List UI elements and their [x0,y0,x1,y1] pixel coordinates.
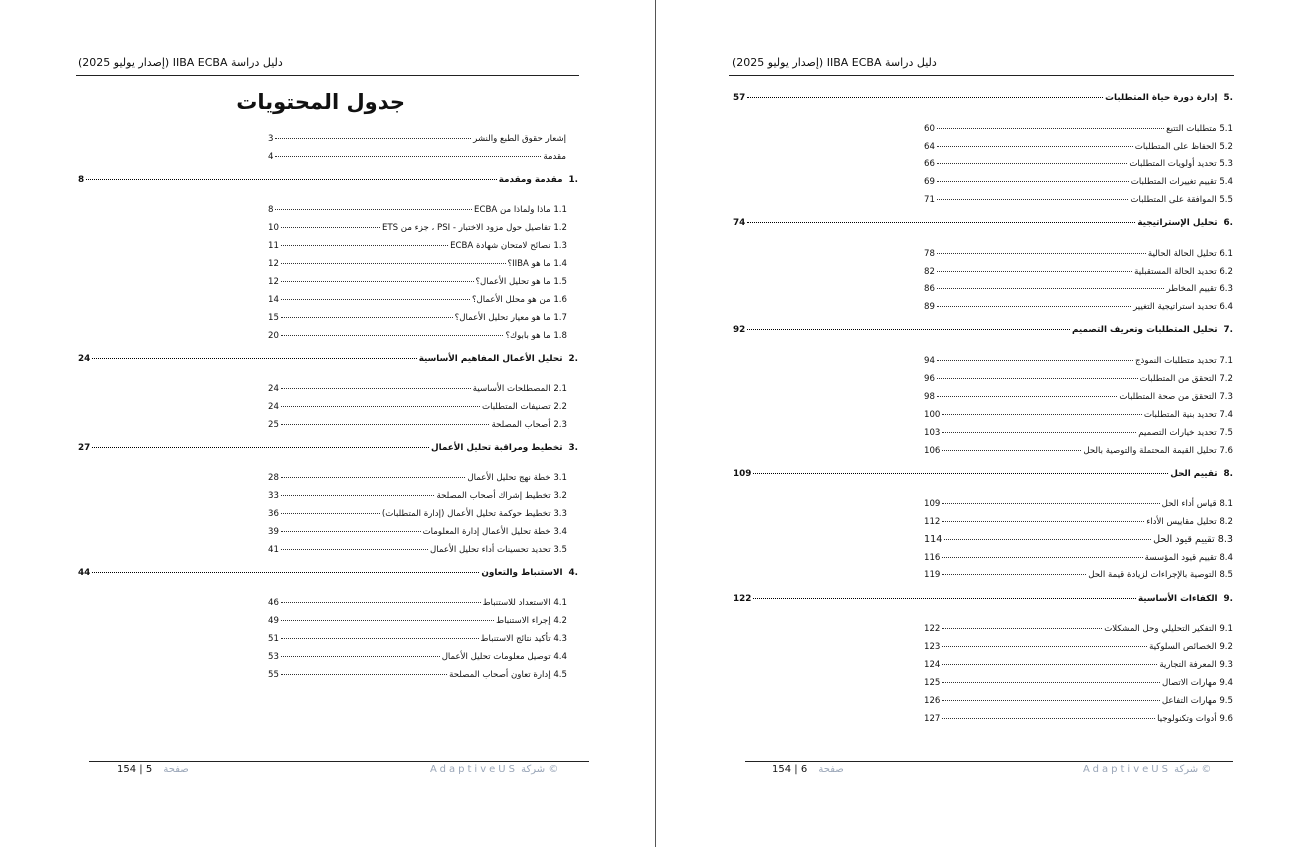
page-number: 154 | 6 صفحة [772,764,844,775]
toc-entry[interactable]: 5.4 تقييم تغييرات المتطلبات 69 [924,173,1233,188]
dot-leader [937,350,1133,361]
toc-entry[interactable]: 6.1 تحليل الحالة الحالية 78 [924,245,1233,260]
toc-entry[interactable]: 4.1 الاستعداد للاستنباط 46 [268,594,567,609]
dot-leader [937,386,1117,397]
dot-leader [944,529,1151,540]
toc-entry[interactable]: 2.3 أصحاب المصلحة 25 [268,416,567,431]
footer-divider [89,761,589,762]
toc-entry[interactable]: 1.3 نصائح لامتحان شهادة ECBA 11 [268,237,567,252]
dot-leader [937,296,1131,307]
toc-entry[interactable]: 8.2 تحليل مقاييس الأداء 112 [924,513,1233,528]
toc-entry[interactable]: 3.4 خطة تحليل الأعمال إدارة المعلومات 39 [268,523,567,538]
dot-leader [281,503,380,514]
dot-leader [281,414,490,425]
toc-chapter-6[interactable]: 6. تحليل الإستراتيجية 74 [733,214,1233,229]
footer-company: © شركة AdaptiveUS [1083,764,1212,775]
toc-entry[interactable]: 2.1 المصطلحات الأساسية 24 [268,380,567,395]
toc-entry[interactable]: 4.2 إجراء الاستنباط 49 [268,612,567,627]
dot-leader [942,708,1155,719]
toc-chapter-1[interactable]: 1. مقدمة ومقدمة 8 [78,171,578,186]
dot-leader [275,128,471,139]
toc-entry[interactable]: 1.7 ما هو معيار تحليل الأعمال؟ 15 [268,309,567,324]
toc-title: جدول المحتويات [236,90,405,114]
dot-leader [937,278,1165,289]
dot-leader [937,368,1138,379]
dot-leader [281,521,421,532]
toc-entry[interactable]: 4.4 توصيل معلومات تحليل الأعمال 53 [268,648,567,663]
toc-entry[interactable]: 1.4 ما هو IIBA؟ 12 [268,255,567,270]
toc-entry[interactable]: 3.5 تحديد تحسينات أداء تحليل الأعمال 41 [268,541,567,556]
toc-entry[interactable]: 6.4 تحديد استراتيجية التغيير 89 [924,298,1233,313]
toc-entry[interactable]: 4.5 إدارة تعاون أصحاب المصلحة 55 [268,666,567,681]
dot-leader [86,169,497,180]
toc-entry[interactable]: 2.2 تصنيفات المتطلبات 24 [268,398,567,413]
toc-entry[interactable]: 1.8 ما هو بابوك؟ 20 [268,327,567,342]
dot-leader [942,422,1136,433]
page-header: دليل دراسة IIBA ECBA (إصدار يوليو 2025) [732,56,937,69]
dot-leader [942,511,1144,522]
toc-entry[interactable]: 4.3 تأكيد نتائج الاستنباط 51 [268,630,567,645]
dot-leader [281,646,440,657]
dot-leader [281,628,479,639]
dot-leader [281,271,474,282]
toc-entry[interactable]: 7.2 التحقق من المتطلبات 96 [924,370,1233,385]
toc-entry[interactable]: 9.4 مهارات الاتصال 125 [924,674,1233,689]
toc-chapter-8[interactable]: 8. تقييم الحل 109 [733,465,1233,480]
dot-leader [281,664,447,675]
toc-entry[interactable]: 1.5 ما هو تحليل الأعمال؟ 12 [268,273,567,288]
toc-entry-introduction[interactable]: مقدمة 4 [268,148,566,163]
toc-entry[interactable]: 1.2 تفاصيل حول مزود الاختبار - PSI ، جزء من ETS 10 [268,219,567,234]
dot-leader [937,118,1164,129]
dot-leader [281,253,506,264]
header-divider [729,75,1234,76]
dot-leader [942,404,1141,415]
toc-entry[interactable]: 9.1 التفكير التحليلي وحل المشكلات 122 [924,620,1233,635]
dot-leader [747,319,1070,330]
toc-entry[interactable]: 1.1 ماذا ولماذا من ECBA 8 [268,201,567,216]
dot-leader [937,261,1132,272]
toc-entry[interactable]: 6.2 تحديد الحالة المستقبلية 82 [924,263,1233,278]
dot-leader [942,690,1159,701]
dot-leader [275,199,472,210]
dot-leader [281,378,471,389]
toc-entry[interactable]: 8.4 تقييم قيود المؤسسة 116 [924,549,1233,564]
dot-leader [747,87,1103,98]
page-header: دليل دراسة IIBA ECBA (إصدار يوليو 2025) [78,56,283,69]
toc-chapter-5[interactable]: 5. إدارة دورة حياة المتطلبات 57 [733,89,1233,104]
dot-leader [942,654,1157,665]
footer-divider [745,761,1233,762]
toc-entry[interactable]: 5.2 الحفاظ على المتطلبات 64 [924,138,1233,153]
dot-leader [753,588,1136,599]
dot-leader [753,463,1168,474]
dot-leader [281,539,428,550]
dot-leader [281,592,481,603]
dot-leader [937,153,1127,164]
dot-leader [281,396,480,407]
dot-leader [942,493,1159,504]
toc-entry[interactable]: 6.3 تقييم المخاطر 86 [924,280,1233,295]
dot-leader [937,171,1129,182]
page-number: 154 | 5 صفحة [117,764,189,775]
dot-leader [937,136,1133,147]
dot-leader [281,307,453,318]
header-divider [76,75,579,76]
toc-entry[interactable]: 9.3 المعرفة التجارية 124 [924,656,1233,671]
dot-leader [937,189,1128,200]
toc-entry[interactable]: 8.1 قياس أداء الحل 109 [924,495,1233,510]
dot-leader [275,146,541,157]
footer-company: © شركة AdaptiveUS [430,764,559,775]
dot-leader [281,610,494,621]
toc-entry[interactable]: 1.6 من هو محلل الأعمال؟ 14 [268,291,567,306]
dot-leader [92,348,416,359]
toc-entry[interactable]: 5.5 الموافقة على المتطلبات 71 [924,191,1233,206]
toc-chapter-2[interactable]: 2. تحليل الأعمال المفاهيم الأساسية 24 [78,350,578,365]
toc-entry[interactable]: 5.3 تحديد أولويات المتطلبات 66 [924,155,1233,170]
dot-leader [942,636,1147,647]
toc-chapter-9[interactable]: 9. الكفاءات الأساسية 122 [733,590,1233,605]
dot-leader [281,235,448,246]
dot-leader [937,243,1146,254]
dot-leader [92,437,429,448]
dot-leader [942,564,1086,575]
dot-leader [747,212,1135,223]
document-page-right [655,0,1310,847]
toc-entry[interactable]: 9.2 الخصائص السلوكية 123 [924,638,1233,653]
toc-entry[interactable]: 3.1 خطة نهج تحليل الأعمال 28 [268,469,567,484]
toc-entry[interactable]: 3.2 تخطيط إشراك أصحاب المصلحة 33 [268,487,567,502]
toc-entry[interactable]: 8.5 التوصية بالإجراءات لزيادة قيمة الحل 119 [924,566,1233,581]
toc-entry[interactable]: 8.3 تقييم قيود الحل 114 [924,531,1233,546]
dot-leader [942,440,1081,451]
toc-entry[interactable]: 9.5 مهارات التفاعل 126 [924,692,1233,707]
dot-leader [942,672,1160,683]
toc-entry[interactable]: 7.1 تحديد متطلبات النموذج 94 [924,352,1233,367]
dot-leader [942,618,1102,629]
dot-leader [281,485,435,496]
dot-leader [281,289,470,300]
toc-chapter-3[interactable]: 3. تخطيط ومراقبة تحليل الأعمال 27 [78,439,578,454]
toc-entry[interactable]: 5.1 متطلبات التتبع 60 [924,120,1233,135]
toc-entry-copyright[interactable]: إشعار حقوق الطبع والنشر 3 [268,130,566,145]
dot-leader [92,562,479,573]
dot-leader [281,217,380,228]
toc-chapter-7[interactable]: 7. تحليل المتطلبات وتعريف التصميم 92 [733,321,1233,336]
toc-entry[interactable]: 9.6 أدوات وتكنولوجيا 127 [924,710,1233,725]
toc-entry[interactable]: 3.3 تخطيط حوكمة تحليل الأعمال (إدارة المتطلبات) 36 [268,505,567,520]
toc-entry[interactable]: 7.6 تحليل القيمة المحتملة والتوصية بالحل 106 [924,442,1233,457]
toc-entry[interactable]: 7.5 تحديد خيارات التصميم 103 [924,424,1233,439]
dot-leader [281,325,504,336]
dot-leader [281,467,465,478]
toc-entry[interactable]: 7.4 تحديد بنية المتطلبات 100 [924,406,1233,421]
dot-leader [942,547,1142,558]
toc-chapter-4[interactable]: 4. الاستنباط والتعاون 44 [78,564,578,579]
toc-entry[interactable]: 7.3 التحقق من صحة المتطلبات 98 [924,388,1233,403]
